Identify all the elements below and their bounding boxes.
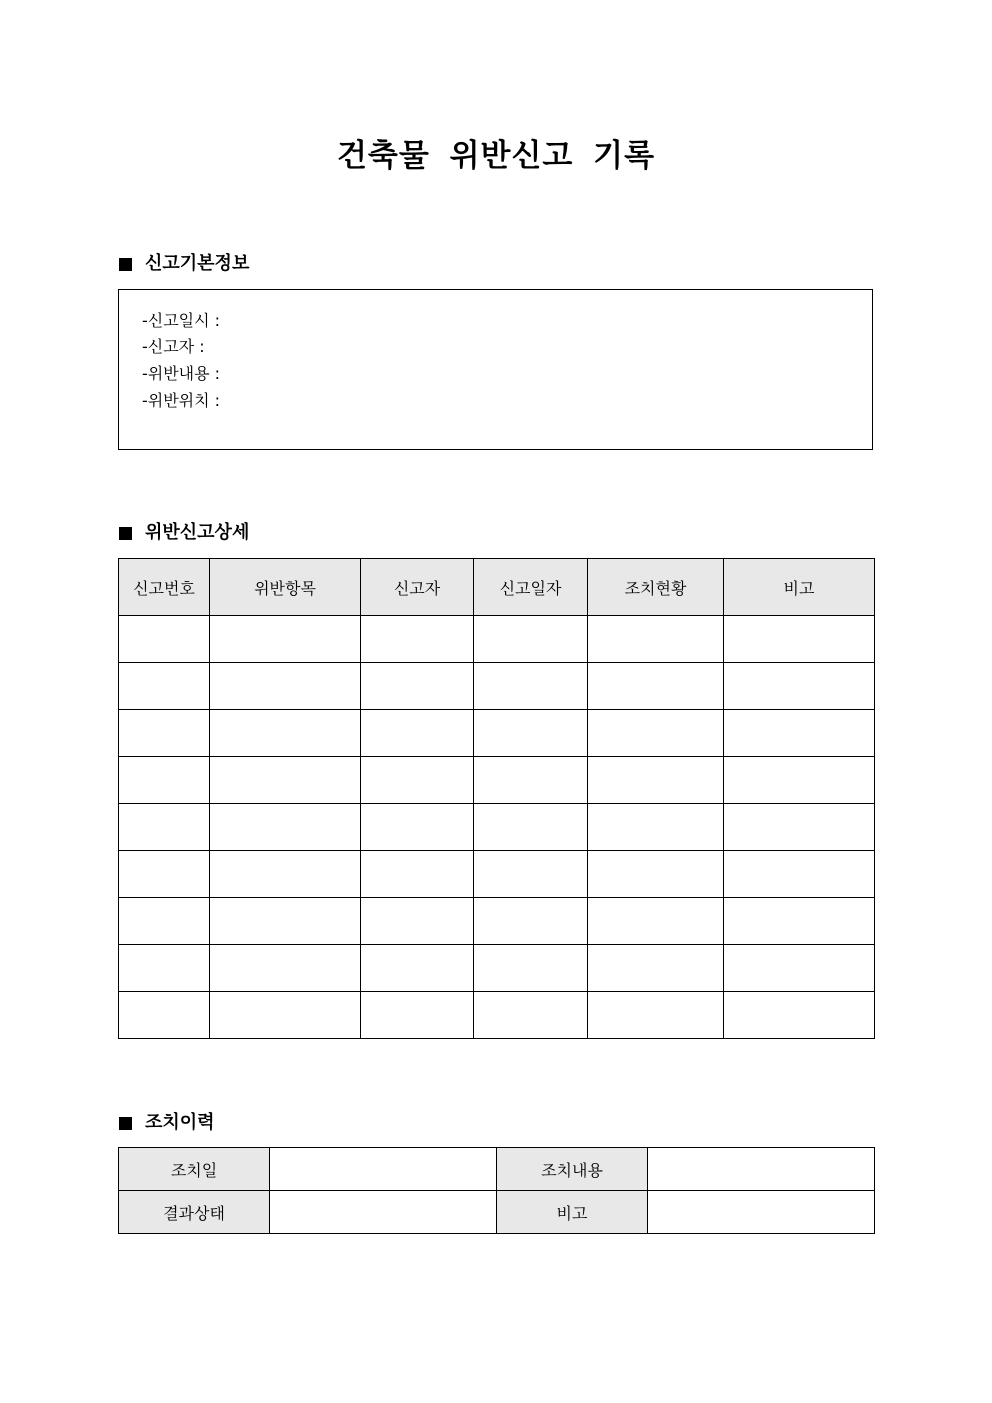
section-heading-action-history [119,1111,215,1135]
table-row [119,757,875,804]
column-header-report-number: 신고번호 [119,559,210,616]
table-cell[interactable] [361,945,474,992]
column-header-report-date: 신고일자 [474,559,588,616]
table-cell[interactable] [210,945,361,992]
table-cell[interactable] [361,663,474,710]
square-bullet-icon [119,258,132,271]
table-cell[interactable] [361,851,474,898]
table-cell[interactable] [474,992,588,1039]
table-row [119,663,875,710]
table-cell[interactable] [210,757,361,804]
table-cell[interactable] [474,804,588,851]
section-heading-label: 위반신고상세 [145,522,250,543]
action-content-label: 조치내용 [497,1148,648,1191]
table-cell[interactable] [588,945,724,992]
table-cell[interactable] [724,710,875,757]
table-cell[interactable] [588,616,724,663]
result-status-value-cell[interactable] [270,1191,497,1234]
table-cell[interactable] [724,616,875,663]
table-cell[interactable] [210,804,361,851]
table-cell[interactable] [588,710,724,757]
table-cell[interactable] [361,757,474,804]
table-row [119,898,875,945]
column-header-action-status: 조치현황 [588,559,724,616]
table-cell[interactable] [724,804,875,851]
table-cell[interactable] [588,992,724,1039]
action-history-table [118,1147,875,1234]
violation-location-line: -위반위치 : [142,391,221,410]
table-cell[interactable] [474,616,588,663]
action-date-label: 조치일 [119,1148,270,1191]
column-header-violation-item: 위반항목 [210,559,361,616]
section-heading-detail [119,521,249,545]
table-cell[interactable] [588,898,724,945]
table-cell[interactable] [210,898,361,945]
table-row [119,992,875,1039]
table-cell[interactable] [361,616,474,663]
table-cell[interactable] [588,851,724,898]
table-cell[interactable] [210,663,361,710]
table-cell[interactable] [119,851,210,898]
table-row [119,804,875,851]
violation-content-line: -위반내용 : [142,364,221,383]
table-cell[interactable] [119,992,210,1039]
table-cell[interactable] [474,757,588,804]
result-status-label: 결과상태 [119,1191,270,1234]
table-cell[interactable] [724,898,875,945]
table-cell[interactable] [361,710,474,757]
table-cell[interactable] [210,851,361,898]
table-cell[interactable] [474,663,588,710]
table-cell[interactable] [361,898,474,945]
remarks-label: 비고 [497,1191,648,1234]
table-cell[interactable] [361,804,474,851]
table-cell[interactable] [210,992,361,1039]
page-title: 건축물 위반신고 기록 [336,138,656,174]
table-cell[interactable] [474,710,588,757]
action-content-value-cell[interactable] [648,1148,875,1191]
violation-detail-table-body [119,616,875,1039]
table-cell[interactable] [119,616,210,663]
table-row [119,616,875,663]
column-header-remarks: 비고 [724,559,875,616]
table-cell[interactable] [588,804,724,851]
section-heading-label: 조치이력 [145,1112,215,1133]
table-cell[interactable] [724,945,875,992]
table-cell[interactable] [119,945,210,992]
table-header-row [119,559,875,616]
table-cell[interactable] [724,851,875,898]
table-row [119,710,875,757]
table-row [119,851,875,898]
table-cell[interactable] [474,945,588,992]
square-bullet-icon [119,1117,132,1130]
table-cell[interactable] [210,616,361,663]
report-datetime-line: -신고일시 : [142,311,221,330]
violation-detail-table [118,558,875,1039]
table-cell[interactable] [210,710,361,757]
table-cell[interactable] [588,663,724,710]
table-cell[interactable] [588,757,724,804]
section-heading-basic-info [119,252,249,276]
table-row [119,945,875,992]
table-row [119,1148,875,1191]
action-date-value-cell[interactable] [270,1148,497,1191]
table-row [119,1191,875,1234]
reporter-line: -신고자 : [142,337,205,356]
table-cell[interactable] [119,804,210,851]
remarks-value-cell[interactable] [648,1191,875,1234]
basic-info-box [118,289,873,450]
table-cell[interactable] [724,992,875,1039]
table-cell[interactable] [119,757,210,804]
table-cell[interactable] [474,851,588,898]
table-cell[interactable] [119,898,210,945]
table-cell[interactable] [119,663,210,710]
square-bullet-icon [119,527,132,540]
table-cell[interactable] [724,757,875,804]
section-heading-label: 신고기본정보 [145,253,250,274]
column-header-reporter: 신고자 [361,559,474,616]
table-cell[interactable] [361,992,474,1039]
table-cell[interactable] [474,898,588,945]
table-cell[interactable] [724,663,875,710]
table-cell[interactable] [119,710,210,757]
